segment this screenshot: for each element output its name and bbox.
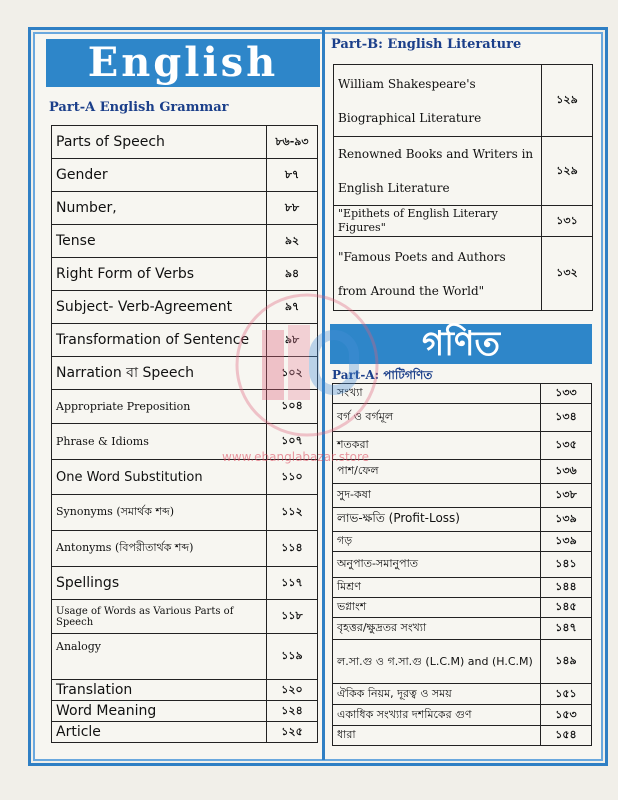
table-row[interactable]: [52, 357, 318, 390]
page-number: ১৪১: [541, 552, 592, 578]
page-number: ১৪৭: [541, 618, 592, 640]
table-row[interactable]: [52, 159, 318, 192]
english-grammar-table: [51, 125, 318, 743]
page-number: ১৫৪: [541, 726, 592, 746]
table-row[interactable]: [333, 552, 592, 578]
topic-label: Translation: [52, 680, 267, 701]
table-row[interactable]: [52, 634, 318, 680]
page-number: ১৩২: [542, 237, 593, 311]
page-number: ৮৬-৯৩: [267, 126, 318, 159]
table-row[interactable]: [52, 495, 318, 531]
page-number: ১৩৯: [541, 508, 592, 532]
table-row[interactable]: [333, 404, 592, 432]
part-a-math-title: Part-A: পাটিগণিত: [332, 368, 433, 382]
topic-label: বৃহত্তর/ক্ষুদ্রতর সংখ্যা: [333, 618, 541, 640]
table-row[interactable]: [333, 384, 592, 404]
table-row[interactable]: [333, 578, 592, 598]
page-number: ১৫৩: [541, 705, 592, 726]
part-a-english-title: Part-A English Grammar: [49, 100, 229, 115]
page-number: ১৪৪: [541, 578, 592, 598]
table-row[interactable]: [52, 258, 318, 291]
page-number: ১০৪: [267, 390, 318, 424]
table-row[interactable]: [52, 680, 318, 701]
table-row[interactable]: [333, 508, 592, 532]
topic-label: Subject- Verb-Agreement: [52, 291, 267, 324]
topic-label: Article: [52, 722, 267, 743]
table-row[interactable]: [52, 701, 318, 722]
page-number: ১১৮: [267, 600, 318, 634]
table-row[interactable]: [333, 705, 592, 726]
table-row[interactable]: [333, 532, 592, 552]
topic-label: Usage of Words as Various Parts of Speech: [52, 600, 267, 634]
table-row[interactable]: [52, 567, 318, 600]
table-row[interactable]: [52, 460, 318, 495]
topic-label: Narration বা Speech: [52, 357, 267, 390]
page-number: ১১২: [267, 495, 318, 531]
page-number: ৮৮: [267, 192, 318, 225]
page-number: ১৩৬: [541, 460, 592, 484]
table-row[interactable]: [334, 137, 593, 206]
topic-label: Phrase & Idioms: [52, 424, 267, 460]
page-number: ৯২: [267, 225, 318, 258]
table-row[interactable]: [52, 192, 318, 225]
page-number: ১০৭: [267, 424, 318, 460]
column-divider: [322, 30, 325, 760]
page-number: ১৪৫: [541, 598, 592, 618]
table-row[interactable]: [333, 598, 592, 618]
topic-label: Synonyms (সমার্থক শব্দ): [52, 495, 267, 531]
topic-label: One Word Substitution: [52, 460, 267, 495]
page-number: ১৩৮: [541, 484, 592, 508]
page-number: ৯৪: [267, 258, 318, 291]
topic-label: বর্গ ও বর্গমূল: [333, 404, 541, 432]
topic-label: ধারা: [333, 726, 541, 746]
table-row[interactable]: [333, 640, 592, 684]
page-number: ১০২: [267, 357, 318, 390]
topic-label: Spellings: [52, 567, 267, 600]
table-row[interactable]: [333, 726, 592, 746]
page-number: ১২৯: [542, 137, 593, 206]
page-number: ১৩৯: [541, 532, 592, 552]
arithmetic-table: [332, 383, 592, 746]
topic-label: অনুপাত-সমানুপাত: [333, 552, 541, 578]
page-number: ১৩৩: [541, 384, 592, 404]
table-row[interactable]: [333, 484, 592, 508]
table-row[interactable]: [334, 237, 593, 311]
topic-label: Tense: [52, 225, 267, 258]
table-row[interactable]: [333, 618, 592, 640]
topic-label: শতকরা: [333, 432, 541, 460]
page-number: ৯৮: [267, 324, 318, 357]
topic-label: সংখ্যা: [333, 384, 541, 404]
topic-label: ঐকিক নিয়ম, দূরত্ব ও সময়: [333, 684, 541, 705]
page-number: ১২৯: [542, 65, 593, 137]
table-row[interactable]: [334, 206, 593, 237]
watermark-url: www.ebanglabazar.store: [222, 450, 370, 464]
page-number: ৯৭: [267, 291, 318, 324]
table-row[interactable]: [52, 600, 318, 634]
page-number: ১৩১: [542, 206, 593, 237]
topic-label: ভগ্নাংশ: [333, 598, 541, 618]
topic-label: একাধিক সংখ্যার দশমিকের গুণ: [333, 705, 541, 726]
topic-label: Number,: [52, 192, 267, 225]
english-banner: English: [46, 39, 320, 87]
page-number: ৮৭: [267, 159, 318, 192]
table-row[interactable]: [52, 531, 318, 567]
topic-label: পাশ/ফেল: [333, 460, 541, 484]
topic-label: Renowned Books and Writers in English Literature: [334, 137, 542, 206]
table-row[interactable]: [333, 684, 592, 705]
table-row[interactable]: [334, 65, 593, 137]
table-row[interactable]: [52, 126, 318, 159]
table-row[interactable]: [52, 390, 318, 424]
table-row[interactable]: [52, 225, 318, 258]
topic-label: William Shakespeare's Biographical Literature: [334, 65, 542, 137]
topic-label: লাভ-ক্ষতি (Profit-Loss): [333, 508, 541, 532]
topic-label: Gender: [52, 159, 267, 192]
topic-label: সুদ-কষা: [333, 484, 541, 508]
page-number: ১৪৯: [541, 640, 592, 684]
topic-label: Antonyms (বিপরীতার্থক শব্দ): [52, 531, 267, 567]
page-number: ১২০: [267, 680, 318, 701]
topic-label: Analogy: [52, 634, 267, 680]
page-number: ১৩৫: [541, 432, 592, 460]
table-row[interactable]: [52, 722, 318, 743]
topic-label: Transformation of Sentence: [52, 324, 267, 357]
page-number: ১২৫: [267, 722, 318, 743]
topic-label: Appropriate Preposition: [52, 390, 267, 424]
page-number: ১১০: [267, 460, 318, 495]
topic-label: "Epithets of English Literary Figures": [334, 206, 542, 237]
page-number: ১৫১: [541, 684, 592, 705]
topic-label: মিশ্রণ: [333, 578, 541, 598]
topic-label: Right Form of Verbs: [52, 258, 267, 291]
page-number: ১১৯: [267, 634, 318, 680]
page-number: ১৩৪: [541, 404, 592, 432]
table-row[interactable]: [333, 460, 592, 484]
page-number: ১১৭: [267, 567, 318, 600]
table-row[interactable]: [52, 291, 318, 324]
english-literature-table: [333, 64, 593, 311]
topic-label: "Famous Poets and Authors from Around the World": [334, 237, 542, 311]
topic-label: Word Meaning: [52, 701, 267, 722]
topic-label: ল.সা.গু ও গ.সা.গু (L.C.M) and (H.C.M): [333, 640, 541, 684]
topic-label: Parts of Speech: [52, 126, 267, 159]
page-number: ১১৪: [267, 531, 318, 567]
math-banner: গণিত: [330, 324, 592, 364]
table-row[interactable]: [333, 432, 592, 460]
page-number: ১২৪: [267, 701, 318, 722]
part-b-literature-title: Part-B: English Literature: [331, 37, 522, 52]
table-row[interactable]: [52, 324, 318, 357]
topic-label: গড়: [333, 532, 541, 552]
